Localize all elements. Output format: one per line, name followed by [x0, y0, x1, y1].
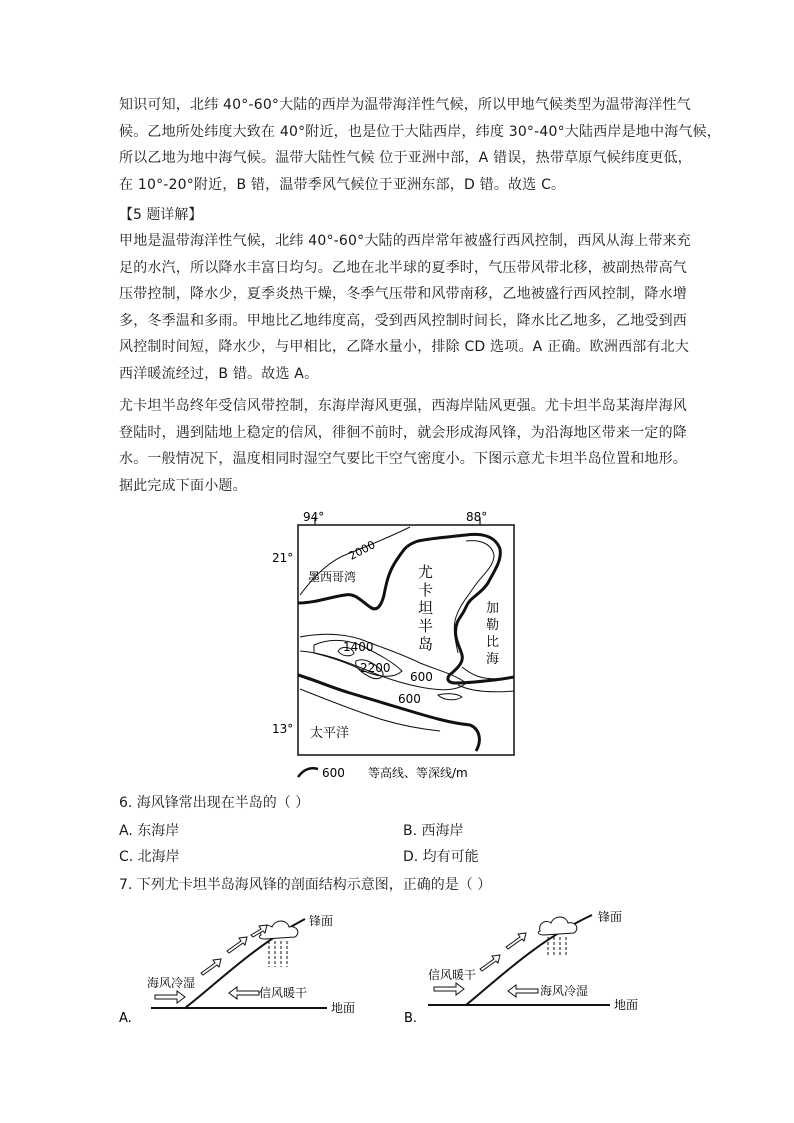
left-air-label: 信风暖干: [428, 968, 477, 982]
material-paragraph: [119, 393, 699, 499]
contour-600-label-a: 600: [410, 670, 433, 684]
peninsula-label-1: 尤: [418, 563, 434, 581]
peninsula-label-4: 半: [418, 617, 434, 635]
legend-line-symbol: [298, 768, 318, 777]
q7-figure-a[interactable]: [115, 905, 375, 1030]
text-line: 风控制时间短，降水少，与甲相比，乙降水量小，排除 CD 选项。A 正确。欧洲西部有北大: [119, 339, 690, 355]
left-air-arrow: [155, 991, 185, 1003]
island: [438, 694, 462, 700]
question-6-stem: 6. 海风锋常出现在半岛的（ ）: [119, 795, 310, 811]
contour-2000-label: 2000: [346, 538, 378, 563]
text-line: 候。乙地所处纬度大致在 40°附近，也是位于大陆西岸，纬度 30°-40°大陆西岸是地中海气候，: [119, 123, 721, 140]
q6-option-a[interactable]: A. 东海岸: [119, 823, 180, 839]
q6-option-c[interactable]: C. 北海岸: [119, 849, 180, 865]
peninsula-label-2: 卡: [418, 581, 434, 599]
text-line: 水。一般情况下，温度相同时湿空气要比干空气密度小。下图示意尤卡坦半岛位置和地形。: [119, 451, 687, 467]
lat-bottom-label: 13°: [272, 722, 294, 736]
rain-icon: [548, 937, 566, 957]
text-line: 压带控制，降水少，夏季炎热干燥，冬季气压带和风带南移，乙地被盛行西风控制，降水增: [119, 286, 687, 302]
peninsula-label-5: 岛: [418, 635, 434, 653]
front-label: 锋面: [309, 914, 334, 928]
text-line: 知识可知，北纬 40°-60°大陆的西岸为温带海洋性气候，所以甲地气候类型为温带海洋性气: [119, 97, 691, 113]
text-line: 多，冬季温和多雨。甲地比乙地纬度高，受到西风控制时间长，降水比乙地多，乙地受到西: [119, 312, 687, 329]
legend-value: 600: [322, 766, 345, 780]
contour-2200-label: 2200: [360, 661, 391, 675]
right-air-arrow: [229, 987, 259, 999]
question-5-heading: 【5 题详解】: [119, 207, 203, 223]
text-line: 西洋暖流经过，B 错。故选 A。: [119, 365, 319, 382]
left-air-arrow: [434, 983, 464, 995]
q6-option-b[interactable]: B. 西海岸: [403, 823, 464, 839]
lon-left-label: 94°: [303, 510, 325, 524]
lat-top-label: 21°: [272, 551, 294, 565]
text-line: 在 10°-20°附近，B 错，温带季风气候位于亚洲东部，D 错。故选 C。: [119, 176, 566, 193]
caribbean-label-3: 比: [486, 635, 500, 650]
question-7-stem: 7. 下列尤卡坦半岛海风锋的剖面结构示意图，正确的是（ ）: [119, 877, 492, 893]
pacific-label: 太平洋: [310, 726, 350, 741]
ground-label: 地面: [614, 998, 639, 1012]
caribbean-label-2: 勒: [486, 618, 500, 633]
contour-1400-label: 1400: [343, 640, 374, 654]
q6-option-d[interactable]: D. 均有可能: [403, 849, 479, 865]
gulf-label: 墨西哥湾: [308, 570, 357, 584]
cloud-icon: [538, 917, 577, 935]
lon-right-label: 88°: [466, 510, 488, 524]
caribbean-label-1: 加: [486, 601, 500, 616]
right-air-label: 海风冷湿: [540, 984, 589, 998]
right-air-arrow: [508, 985, 538, 997]
right-air-label: 信风暖干: [259, 986, 308, 1000]
text-line: 据此完成下面小题。: [119, 477, 247, 494]
map-frame: [298, 525, 514, 755]
text-line: 尤卡坦半岛终年受信风带控制，东海岸海风更强，西海岸陆风更强。尤卡坦半岛某海岸海风: [119, 398, 687, 414]
yucatan-map: [270, 505, 520, 790]
ground-label: 地面: [331, 1001, 356, 1015]
figure-a-letter: A.: [119, 1011, 132, 1026]
text-line: 登陆时，遇到陆地上稳定的信风，徘徊不前时，就会形成海风锋，为沿海地区带来一定的降: [119, 424, 687, 441]
peninsula-coastline: [298, 534, 514, 683]
front-label: 锋面: [598, 910, 623, 924]
figure-b-letter: B.: [404, 1011, 418, 1026]
text-line: 所以乙地为地中海气候。温带大陆性气候 位于亚洲中部，A 错误，热带草原气候纬度更低，: [119, 150, 692, 166]
rain-icon: [269, 941, 287, 967]
rising-air-arrows: [480, 933, 526, 971]
text-line: 足的水汽，所以降水丰富日均匀。乙地在北半球的夏季时，气压带风带北移，被副热带高气: [119, 259, 687, 276]
q7-figure-b[interactable]: [400, 905, 660, 1030]
caribbean-label-4: 海: [486, 652, 500, 667]
contour-600-label-b: 600: [398, 692, 421, 706]
text-line: 甲地是温带海洋性气候，北纬 40°-60°大陆的西岸常年被盛行西风控制，西风从海上带来充: [119, 233, 691, 249]
left-air-label: 海风冷湿: [147, 976, 196, 990]
peninsula-label-3: 坦: [418, 599, 434, 617]
answer-explanation-paragraph: [119, 92, 721, 198]
question-5-explanation: [119, 228, 699, 387]
legend-text: 等高线、等深线/m: [368, 766, 468, 780]
